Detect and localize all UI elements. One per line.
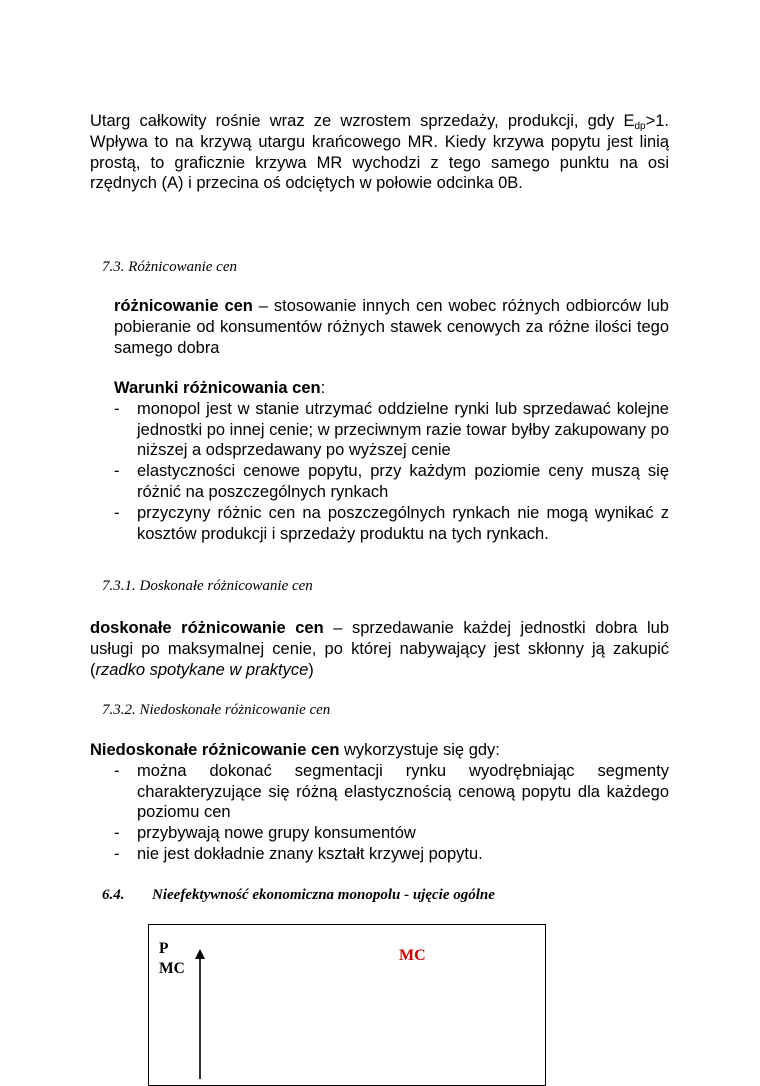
list-item: - monopol jest w stanie utrzymać oddzielne rynki lub sprzedawać kolejne jednostki po innej cenie; w przeciwnym razie towar byłby zakupowany po niższej a odsprzedawany po wyższej cenie — [114, 399, 669, 461]
intro-text-2: >1. Wpływa to na krzywą utargu krańcowego MR. Kiedy krzywa popytu jest linią prostą, to graficznie krzywa MR wychodzi z tego samego punktu na osi rzędnych (A) i przecina oś odciętych w połowie odcinka 0B. — [90, 112, 669, 193]
section-heading-7-3-2: 7.3.2. Niedoskonałe różnicowanie cen — [102, 702, 331, 718]
y-axis — [190, 949, 210, 1079]
list-item: - nie jest dokładnie znany kształt krzywej popytu. — [114, 844, 669, 865]
list-item: - przyczyny różnic cen na poszczególnych rynkach nie mogą wynikać z kosztów produkcji i sprzedaży produktu na tych rynkach. — [114, 503, 669, 545]
definition-term: różnicowanie cen — [114, 297, 253, 315]
y-axis-label-p: P — [159, 940, 169, 957]
conditions-block — [114, 378, 669, 544]
definition-paragraph — [114, 296, 669, 358]
intro-paragraph — [90, 111, 669, 194]
intro-subscript: dp — [634, 121, 646, 132]
list-item: - elastyczności cenowe popytu, przy każdym poziomie ceny muszą się różnić na poszczególnych rynkach — [114, 461, 669, 503]
y-axis-label — [159, 939, 185, 979]
section-heading-7-3: 7.3. Różnicowanie cen — [102, 259, 237, 275]
perfect-discrimination-text: – sprzedawanie każdej jednostki dobra lub usługi po maksymalnej cenie, po której nabywający jest skłonny ją zakupić ( — [90, 619, 670, 679]
conditions-title: Warunki różnicowania cen: — [114, 379, 326, 397]
imperfect-discrimination-block — [90, 740, 669, 865]
imperfect-discrimination-list — [114, 761, 669, 865]
perfect-discrimination-note: rzadko spotykane w praktyce — [95, 660, 309, 679]
imperfect-discrimination-intro: Niedoskonałe różnicowanie cen wykorzystuje się gdy: — [90, 741, 500, 759]
mc-curve-label: MC — [399, 947, 426, 964]
section-number: 6.4. — [102, 887, 125, 903]
conditions-list — [114, 399, 669, 545]
y-axis-label-mc: MC — [159, 960, 185, 977]
definition-text: – stosowanie innych cen wobec różnych odbiorców lub pobieranie od konsumentów różnych stawek cenowych za różne ilości tego samego dobra — [114, 297, 669, 357]
list-item: - przybywają nowe grupy konsumentów — [114, 823, 669, 844]
perfect-discrimination-term: doskonałe różnicowanie cen — [90, 619, 324, 637]
section-heading-7-3-1: 7.3.1. Doskonałe różnicowanie cen — [102, 578, 313, 594]
section-title: Nieefektywność ekonomiczna monopolu - ujęcie ogólne — [152, 887, 495, 903]
perfect-discrimination-paragraph: doskonałe różnicowanie cen – sprzedawanie każdej jednostki dobra lub usługi po maksymalnej cenie, po której nabywający jest skłonny ją zakupić (rzadko spotykane w praktyce) — [90, 619, 670, 679]
figure-frame — [148, 924, 546, 1086]
list-item: - można dokonać segmentacji rynku wyodrębniając segmenty charakteryzujące się różną elastycznością cenową popytu dla każdego poziomu cen — [114, 761, 669, 823]
imperfect-discrimination-term: Niedoskonałe różnicowanie cen — [90, 741, 340, 759]
intro-text-1: Utarg całkowity rośnie wraz ze wzrostem sprzedaży, produkcji, gdy E — [90, 112, 635, 130]
section-heading-6-4 — [102, 885, 495, 905]
